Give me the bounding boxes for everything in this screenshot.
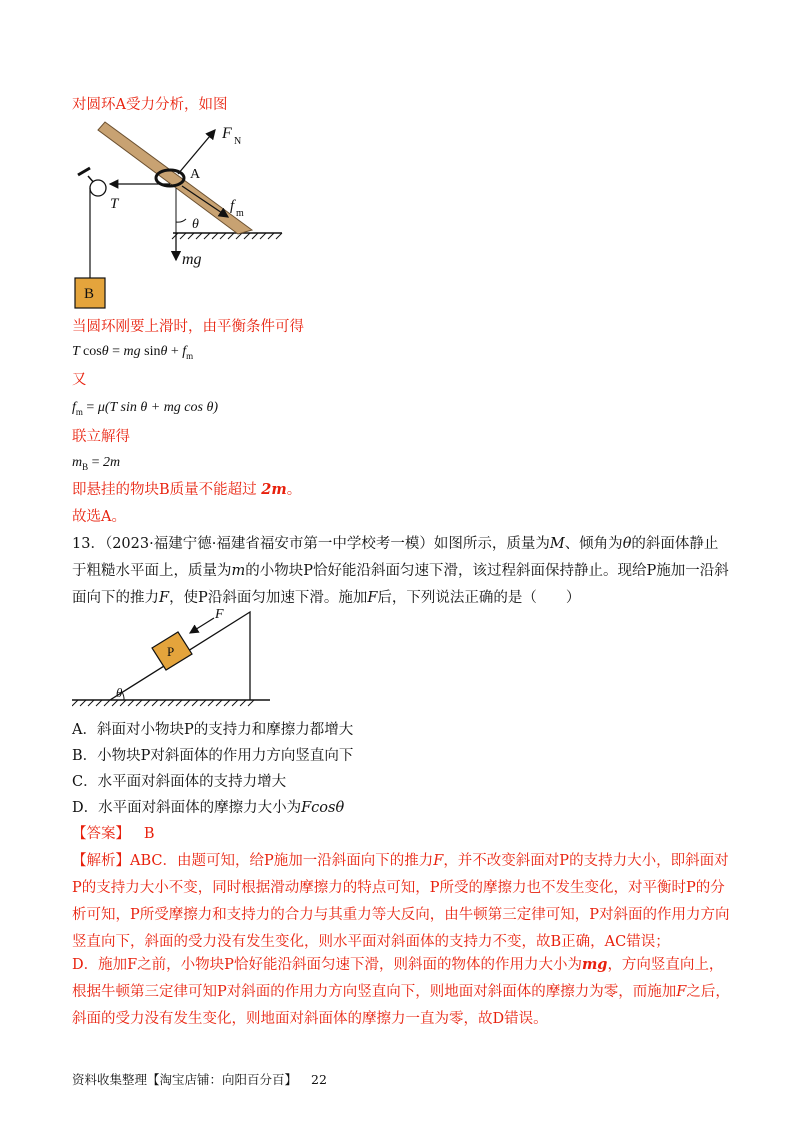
label-b: B: [84, 286, 95, 302]
equation-1: T cosθ = mg $\sin\theta + f_m$: [72, 344, 194, 361]
option-a: A．斜面对小物块P的支持力和摩擦力都增大: [72, 722, 354, 738]
solve-text: 联立解得: [72, 429, 130, 445]
answer: 【答案】 B: [72, 826, 155, 842]
label-p: P: [167, 644, 175, 659]
label-mg: mg: [182, 251, 202, 268]
label-theta: θ: [192, 217, 199, 232]
equation-2: $f_m = \mu(T$ sin θ + mg cos θ): [72, 400, 219, 417]
label-fn-sub: N: [234, 136, 242, 147]
conclusion: 即悬挂的物块B质量不能超过 2m。: [72, 481, 302, 498]
label-fn: F: [222, 125, 232, 142]
analysis-abc: 【解析】ABC．由题可知，给P施加一沿斜面向下的推力F，并不改变斜面对P的支持力大小，即斜面对P的支持力大小不变，同时根据滑动摩擦力的特点可知，P所受的摩擦力也不发生变化，对平衡时P的分析可知，P所受摩擦力和支持力的合力与其重力等大反向，由牛顿第三定律可知，P对斜面的作用力方向竖直向下，斜面的受力没有发生变化，则水平面对斜面体的支持力不变，故B正确，AC错误；: [72, 853, 730, 950]
label-theta: θ: [116, 685, 123, 700]
label-t: T: [110, 196, 119, 212]
question-13: 13．（2023·福建宁德·福建省福安市第一中学校考一模）如图所示，质量为M、倾角为θ的斜面体静止于粗糙水平面上，质量为m的小物块P恰好能沿斜面匀速下滑，该过程斜面保持静止。现给P施加一沿斜面向下的推力F，使P沿斜面匀加速下滑。施加F后，下列说法正确的是（ ）: [72, 536, 729, 606]
page-number: 22: [311, 1072, 327, 1087]
analysis-d: D．施加F之前，小物块P恰好能沿斜面匀速下滑，则斜面的物体的作用力大小为mg，方向竖直向上，根据牛顿第三定律可知P对斜面的作用力方向竖直向下，则地面对斜面体的摩擦力为零，而施加F之后，斜面的受力没有发生变化，则地面对斜面体的摩擦力一直为零，故D错误。: [72, 956, 730, 1027]
label-f: F: [215, 607, 224, 622]
option-b: B．小物块P对斜面体的作用力方向竖直向下: [72, 748, 354, 764]
label-a: A: [190, 167, 201, 182]
label-fm-sub: m: [236, 208, 244, 219]
option-d: D．水平面对斜面体的摩擦力大小为Fcosθ: [72, 800, 345, 816]
solution-intro: 对圆环A受力分析，如图: [72, 97, 228, 113]
choice-a: 故选A。: [72, 509, 126, 525]
equation-3: $m_B = 2m$: [72, 455, 121, 472]
label-fm: f: [230, 198, 235, 214]
option-c: C．水平面对斜面体的支持力增大: [72, 774, 287, 790]
also-text: 又: [72, 372, 87, 388]
figure-incline-block: [72, 606, 272, 714]
pulley: [90, 180, 106, 196]
page-footer: [72, 1070, 327, 1088]
footer-source: 资料收集整理【淘宝店铺：向阳百分百】: [72, 1072, 298, 1087]
figure-ring-force-diagram: [70, 118, 300, 313]
condition-text: 当圆环刚要上滑时，由平衡条件可得: [72, 319, 304, 335]
